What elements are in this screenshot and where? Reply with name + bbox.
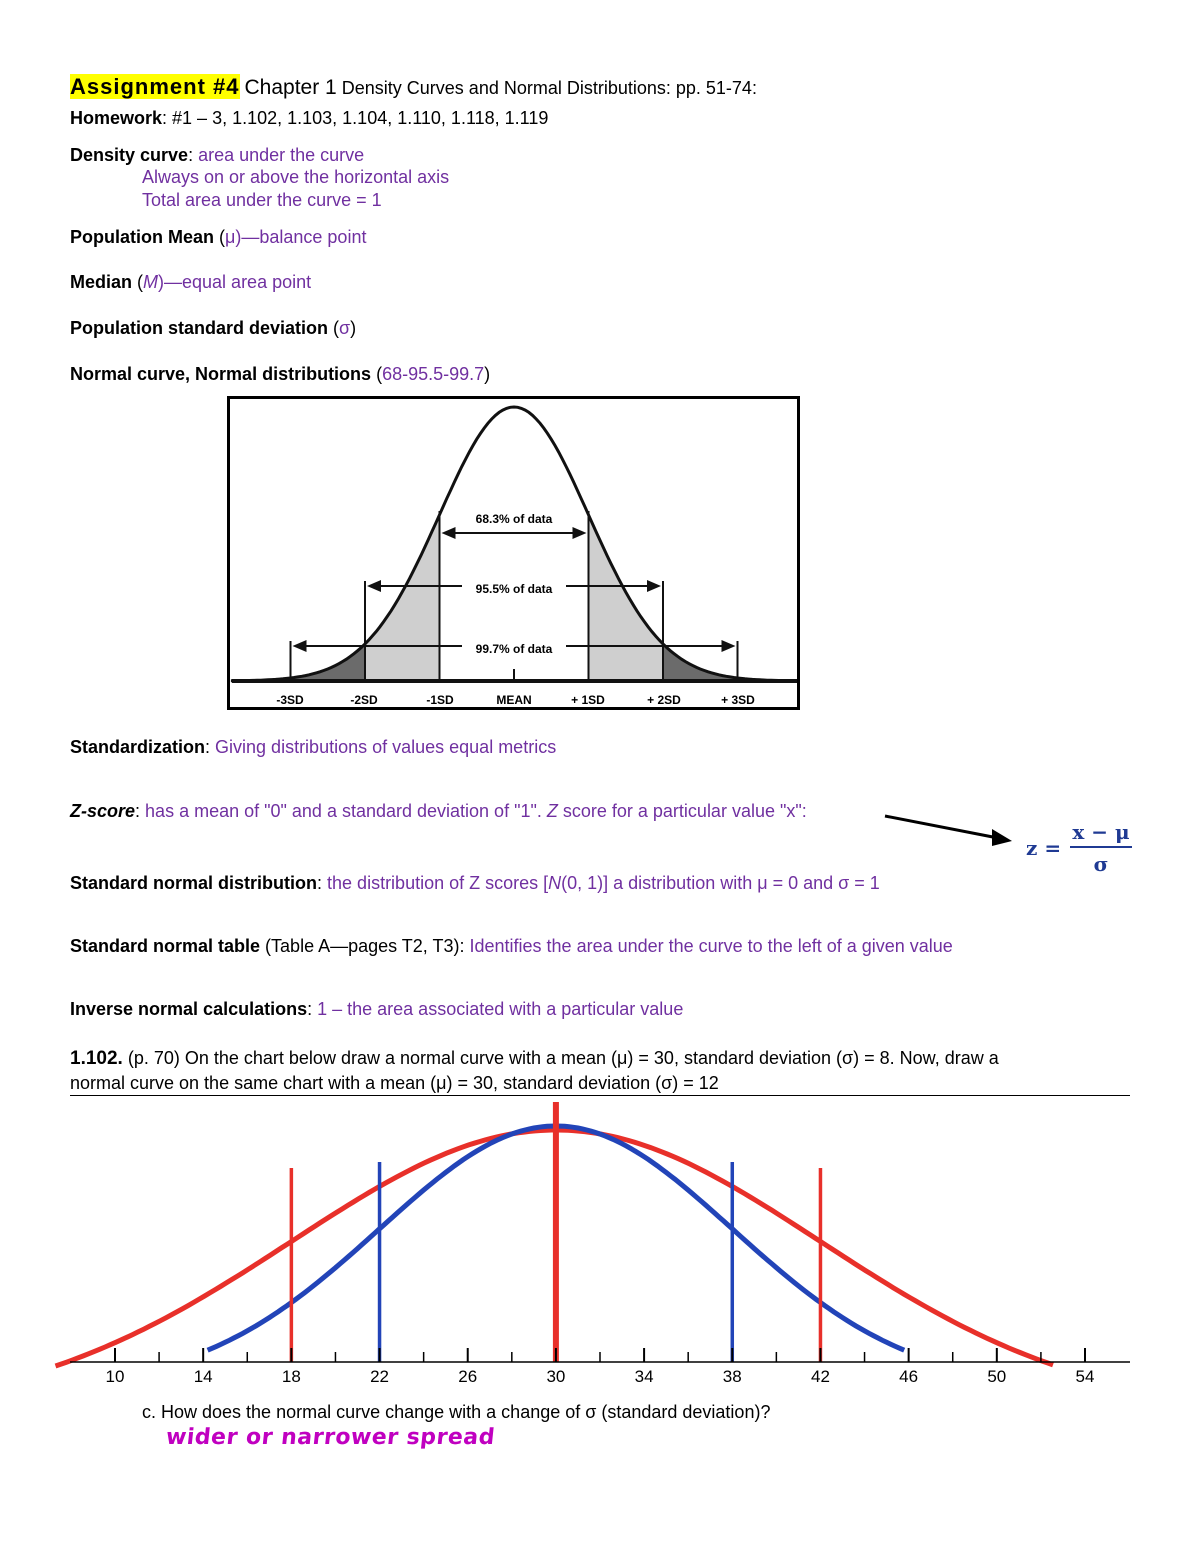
label-neg3sd: -3SD bbox=[276, 693, 304, 707]
band-68: 68.3% of data bbox=[475, 512, 553, 526]
x-tick-label-10: 10 bbox=[105, 1367, 125, 1386]
mean-def: )—balance point bbox=[235, 227, 367, 247]
arrow-68 bbox=[442, 527, 587, 539]
normal-label: Normal curve, Normal distributions bbox=[70, 364, 372, 384]
x-tick-label-14: 14 bbox=[193, 1367, 213, 1386]
question-c: c. How does the normal curve change with a change of σ (standard deviation)? bbox=[142, 1402, 771, 1422]
snt-label: Standard normal table bbox=[70, 936, 261, 956]
x-tick-label-50: 50 bbox=[987, 1367, 1007, 1386]
x-tick-label-54: 54 bbox=[1075, 1367, 1095, 1386]
arrow-to-formula bbox=[880, 808, 1020, 848]
standardization-label: Standardization bbox=[70, 737, 206, 757]
label-mean: MEAN bbox=[496, 693, 532, 707]
x-tick-label-46: 46 bbox=[899, 1367, 919, 1386]
problem-number: 1.102. bbox=[70, 1048, 123, 1069]
density-line3: Total area under the curve = 1 bbox=[142, 190, 382, 210]
mean-label: Population Mean bbox=[70, 227, 214, 247]
zscore-formula-lhs: z = bbox=[1026, 836, 1062, 860]
standardization-term: Standardization: Giving distributions of values equal metrics bbox=[70, 737, 557, 757]
label-pos3sd: + 3SD bbox=[721, 693, 755, 707]
snd-term: Standard normal distribution: the distribution of Z scores [N(0, 1)] a distribution with μ = 0 and σ = 1 bbox=[70, 873, 880, 893]
label-neg1sd: -1SD bbox=[426, 693, 454, 707]
x-tick-label-34: 34 bbox=[634, 1367, 654, 1386]
density-line2: Always on or above the horizontal axis bbox=[142, 167, 450, 187]
x-tick-label-22: 22 bbox=[370, 1367, 390, 1386]
zscore-term: Z-score: has a mean of "0" and a standard deviation of "1". Z score for a particular value "x": bbox=[70, 801, 807, 821]
handwritten-answer: wider or narrower spread bbox=[164, 1425, 497, 1450]
x-tick-label-30: 30 bbox=[546, 1367, 566, 1386]
band-95: 95.5% of data bbox=[475, 582, 553, 596]
normal-distribution-figure bbox=[227, 396, 800, 710]
snd-label: Standard normal distribution bbox=[70, 873, 318, 893]
density-curve-term: Density curve: area under the curve bbox=[70, 145, 365, 165]
topic-label: Density Curves and Normal Distributions: pp. 51-74: bbox=[341, 78, 757, 98]
sd-symbol: σ bbox=[339, 318, 351, 338]
zscore-label: Z-score bbox=[70, 801, 136, 821]
assignment-header bbox=[70, 74, 757, 100]
homework-label: Homework bbox=[70, 108, 163, 128]
population-sd-term: Population standard deviation (σ) bbox=[70, 318, 357, 338]
inverse-def: 1 – the area associated with a particular value bbox=[317, 999, 684, 1019]
label-neg2sd: -2SD bbox=[350, 693, 378, 707]
label-pos2sd: + 2SD bbox=[647, 693, 681, 707]
mean-symbol: μ bbox=[225, 227, 236, 247]
problem-line1: 1.102. (p. 70) On the chart below draw a normal curve with a mean (μ) = 30, standard deviation (σ) = 8. Now, draw a bbox=[70, 1048, 999, 1069]
median-label: Median bbox=[70, 272, 133, 292]
snt-term: Standard normal table (Table A—pages T2, T3): Identifies the area under the curve to the left of a given value bbox=[70, 936, 953, 956]
normal-figure-svg bbox=[230, 399, 797, 707]
inverse-label: Inverse normal calculations bbox=[70, 999, 308, 1019]
snt-def: Identifies the area under the curve to the left of a given value bbox=[469, 936, 953, 956]
median-term: Median (M)—equal area point bbox=[70, 272, 312, 292]
fraction-bar bbox=[1070, 846, 1132, 848]
homework-list: : #1 – 3, 1.102, 1.103, 1.104, 1.110, 1.118, 1.119 bbox=[162, 108, 549, 128]
zscore-formula-den: σ bbox=[1093, 852, 1109, 876]
x-tick-label-18: 18 bbox=[281, 1367, 301, 1386]
problem-chart bbox=[0, 1090, 1200, 1400]
density-def: area under the curve bbox=[198, 145, 365, 165]
density-label: Density curve bbox=[70, 145, 189, 165]
problem-line2: normal curve on the same chart with a mean (μ) = 30, standard deviation (σ) = 12 bbox=[70, 1073, 719, 1093]
x-tick-label-42: 42 bbox=[810, 1367, 830, 1386]
x-tick-label-26: 26 bbox=[458, 1367, 478, 1386]
homework-line bbox=[70, 108, 548, 129]
standardization-def: Giving distributions of values equal metrics bbox=[215, 737, 557, 757]
chapter-label: Chapter 1 bbox=[244, 76, 337, 99]
x-tick-label-38: 38 bbox=[722, 1367, 742, 1386]
sd-label: Population standard deviation bbox=[70, 318, 329, 338]
band-99: 99.7% of data bbox=[475, 642, 553, 656]
label-pos1sd: + 1SD bbox=[571, 693, 605, 707]
median-symbol: M bbox=[143, 272, 159, 292]
assignment-title: Assignment #4 bbox=[70, 74, 240, 99]
population-mean-term: Population Mean (μ)—balance point bbox=[70, 227, 367, 247]
empirical-rule: 68-95.5-99.7 bbox=[382, 364, 485, 384]
normal-curve-term: Normal curve, Normal distributions (68-95.5-99.7) bbox=[70, 364, 491, 384]
inverse-term: Inverse normal calculations: 1 – the area associated with a particular value bbox=[70, 999, 684, 1019]
zscore-formula-num: x − μ bbox=[1072, 820, 1130, 844]
median-def: )—equal area point bbox=[158, 272, 312, 292]
